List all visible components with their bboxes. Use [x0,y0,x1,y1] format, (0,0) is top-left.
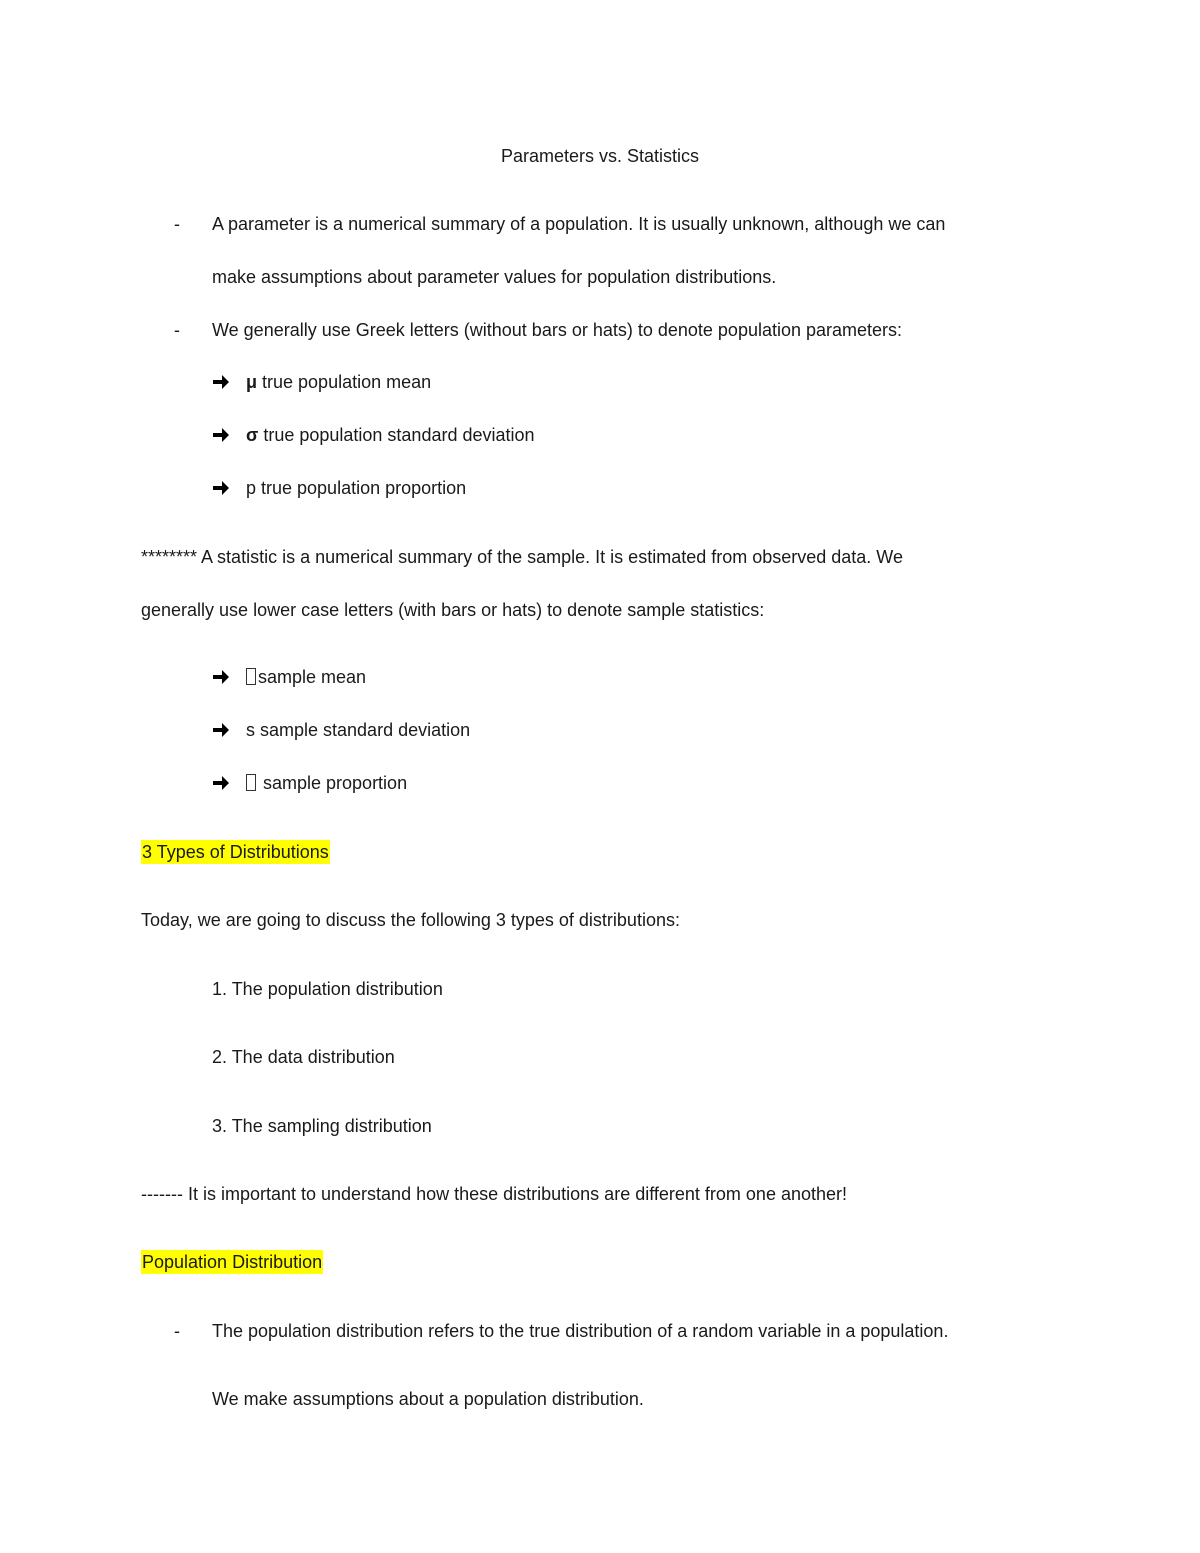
right-arrow-icon [212,423,234,447]
population-heading [141,1250,323,1274]
highlighted-heading: 3 Types of Distributions [142,842,329,862]
item-text: true population standard deviation [258,425,535,445]
types-intro: Today, we are going to discuss the following 3 types of distributions: [141,910,680,930]
bullet-dash: - [174,214,180,234]
types-list-item: 1. The population distribution [212,979,443,999]
item-text: s sample standard deviation [246,720,471,740]
types-list-item: 2. The data distribution [212,1047,395,1067]
statistic-paragraph-line2: generally use lower case letters (with bars or hats) to denote sample statistics: [141,600,765,620]
right-arrow-icon [212,370,234,394]
xbar-symbol-icon [246,668,256,685]
bullet-dash: - [174,320,180,340]
bullet-text: The population distribution refers to the true distribution of a random variable in a population. [212,1321,949,1341]
right-arrow-icon [212,476,234,500]
right-arrow-icon [212,665,234,689]
mu-symbol: μ [246,372,258,392]
highlighted-heading: Population Distribution [142,1252,323,1272]
important-note: ------- It is important to understand how these distributions are different from one another! [141,1184,847,1204]
phat-symbol-icon [246,774,256,791]
page-title: Parameters vs. Statistics [500,146,700,166]
types-list-item: 3. The sampling distribution [212,1116,432,1136]
item-text: sample proportion [258,773,408,793]
item-text: true population mean [257,372,432,392]
sigma-symbol: σ [246,425,259,445]
item-text: p true population proportion [246,478,467,498]
types-heading [141,840,330,864]
bullet-text-continuation: make assumptions about parameter values for population distributions. [212,267,777,287]
item-text: sample mean [258,667,367,687]
right-arrow-icon [212,718,234,742]
statistic-paragraph-line1: ******** A statistic is a numerical summary of the sample. It is estimated from observed data. We [141,547,903,567]
bullet-dash: - [174,1321,180,1341]
bullet-text: A parameter is a numerical summary of a population. It is usually unknown, although we can [212,214,946,234]
bullet-text: We generally use Greek letters (without bars or hats) to denote population parameters: [212,320,903,340]
population-continuation: We make assumptions about a population distribution. [212,1389,644,1409]
right-arrow-icon [212,771,234,795]
